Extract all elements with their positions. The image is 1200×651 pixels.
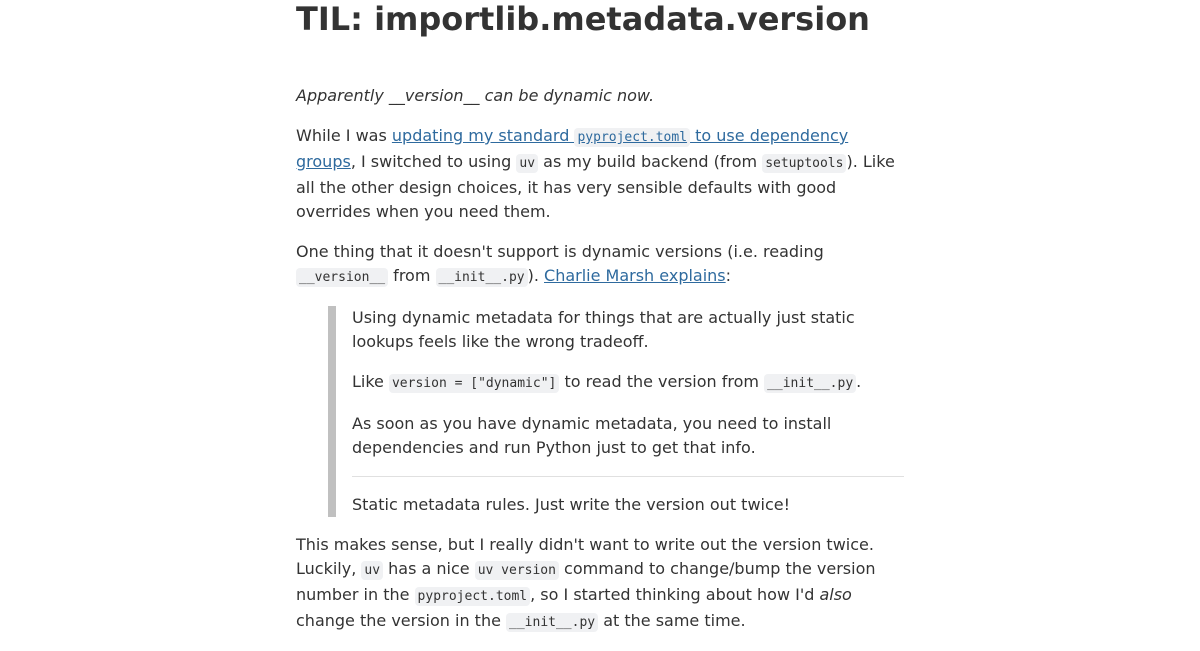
- subtitle: Apparently __version__ can be dynamic now.: [296, 86, 655, 105]
- inline-code: uv: [516, 154, 538, 173]
- inline-code: setuptools: [762, 154, 846, 173]
- inline-code: __version__: [296, 268, 388, 287]
- inline-code: __init__.py: [764, 374, 856, 393]
- article-body: [296, 84, 904, 651]
- inline-code: pyproject.toml: [415, 587, 531, 606]
- inline-code: version = ["dynamic"]: [389, 374, 559, 393]
- divider: [352, 476, 904, 477]
- charlie-marsh-link[interactable]: Charlie Marsh explains: [544, 266, 726, 285]
- quote-paragraph: Like version = ["dynamic"] to read the version from __init__.py .: [352, 372, 862, 391]
- page-title: TIL: importlib.metadata.version: [296, 0, 870, 38]
- inline-code: uv: [361, 561, 383, 580]
- dependency-groups-link[interactable]: updating my standard pyproject.toml to use dependency groups: [296, 126, 849, 171]
- quote-paragraph: Using dynamic metadata for things that are actually just static lookups feels like the wrong tradeoff.: [352, 308, 855, 351]
- paragraph-dynamic-versions: One thing that it doesn't support is dynamic versions (i.e. reading __version__ from __init__.py ). Charlie Marsh explains:: [296, 242, 824, 285]
- quote-paragraph: Static metadata rules. Just write the version out twice!: [352, 495, 791, 514]
- quote-paragraph: As soon as you have dynamic metadata, you need to install dependencies and run Python just to get that info.: [352, 414, 832, 457]
- inline-code: __init__.py: [506, 613, 598, 632]
- blockquote: [328, 306, 904, 517]
- paragraph-intro: While I was updating my standard pyproject.toml to use dependency groups, I switched to using uv as my build backend (from setuptools ). Like all the other design choices, it has very sensible defaults with good overrides when you need them.: [296, 126, 895, 221]
- paragraph-uv-version: This makes sense, but I really didn't want to write out the version twice. Luckily, uv has a nice uv version command to change/bump the version number in the pyproject.toml , so I started thinking about how I'd also change the version in the __init__.py at the same time.: [296, 535, 876, 630]
- inline-code: uv version: [475, 561, 559, 580]
- inline-code: __init__.py: [436, 268, 528, 287]
